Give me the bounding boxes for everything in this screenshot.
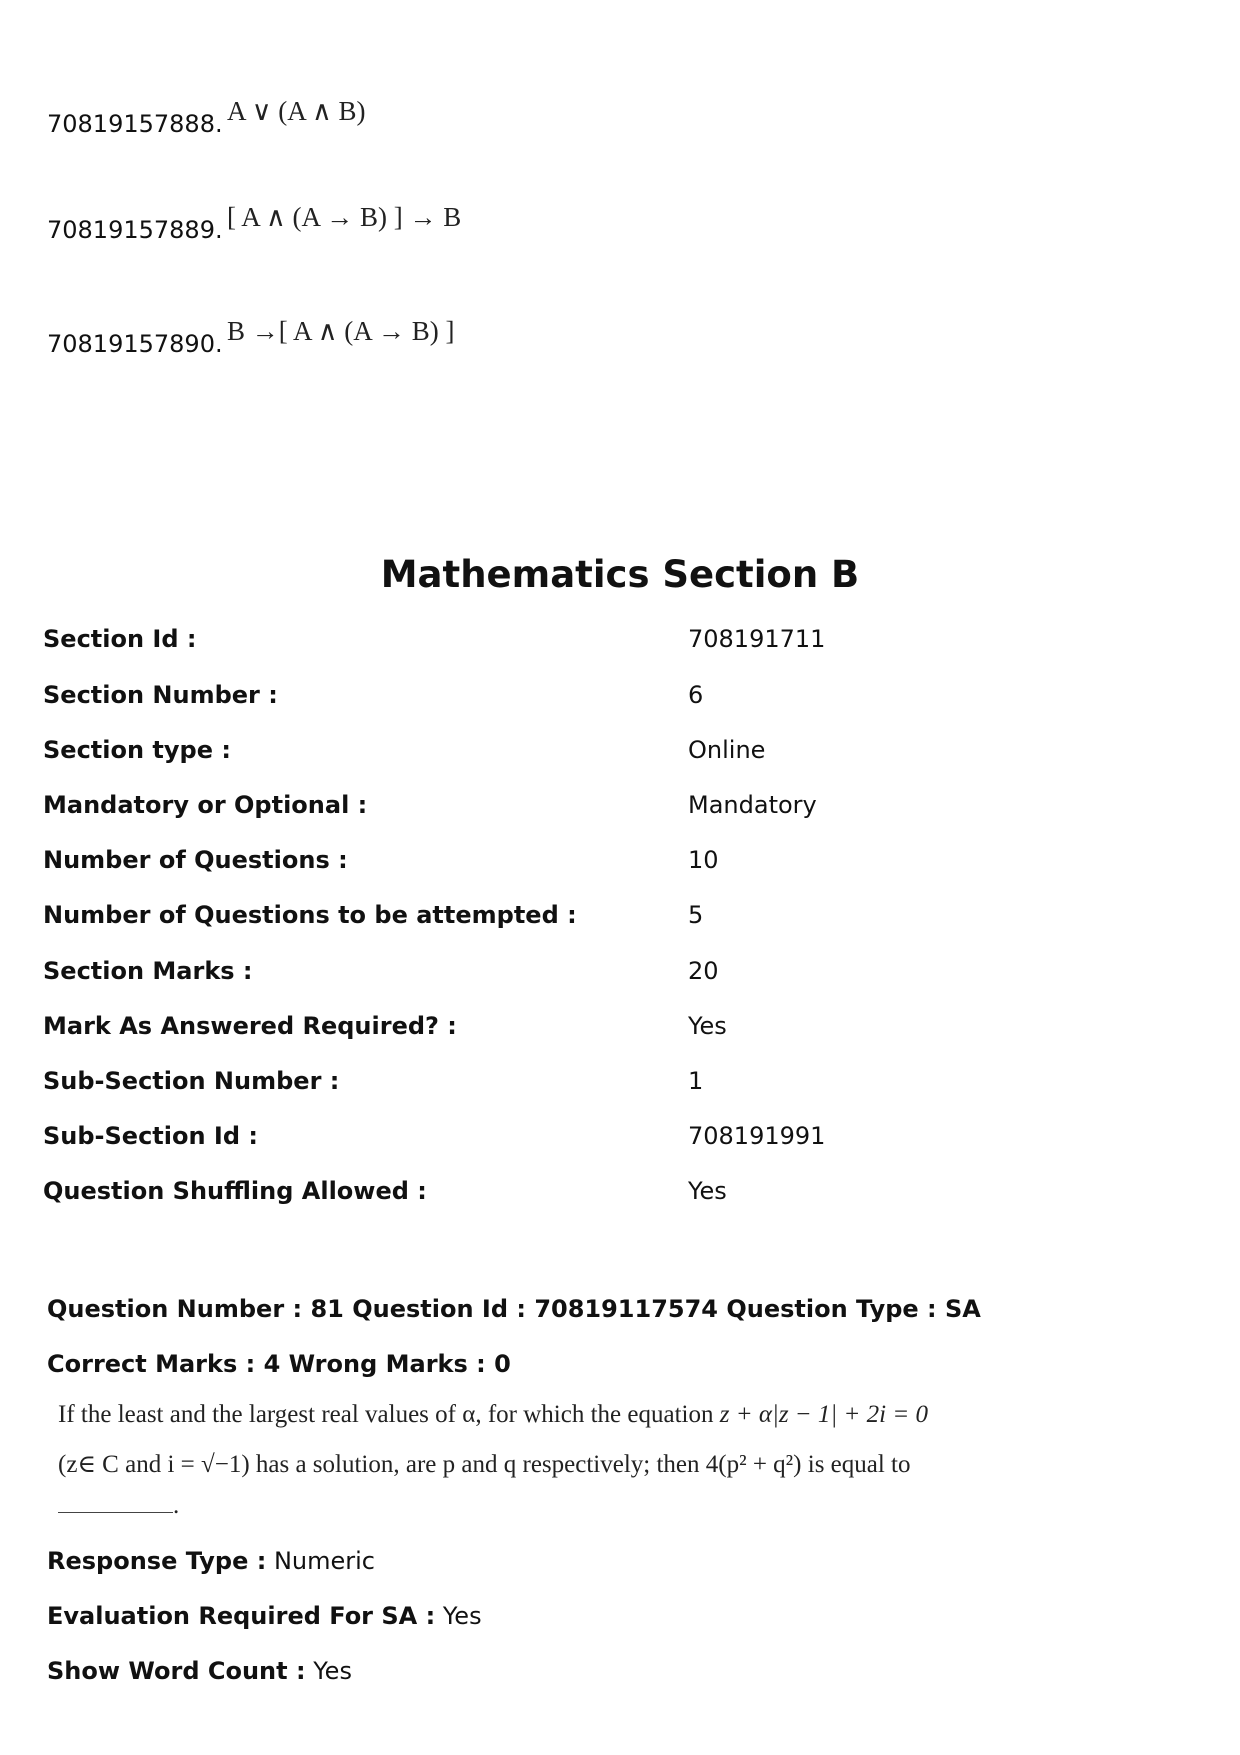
field-value: Yes	[688, 1177, 727, 1205]
field-label: Section Id :	[43, 625, 197, 653]
option-formula: B →[ A ∧ (A → B) ]	[227, 316, 455, 346]
field-label: Sub-Section Number :	[43, 1067, 340, 1095]
section-title: Mathematics Section B	[380, 553, 860, 596]
field-label: Mandatory or Optional :	[43, 791, 368, 819]
question-marks: Correct Marks : 4 Wrong Marks : 0	[47, 1350, 511, 1378]
option-row	[47, 202, 462, 245]
option-row	[47, 96, 366, 139]
field-value: 708191991	[688, 1122, 826, 1150]
field-value: 5	[688, 901, 704, 929]
question-text: (z∈ C and i = √−1) has a solution, are p and q respectively; then 4(p² + q²) is equal to	[58, 1451, 911, 1478]
option-row	[47, 316, 455, 359]
question-text-line	[58, 1492, 958, 1520]
option-formula: A ∨ (A ∧ B)	[227, 96, 366, 126]
field-label: Question Shuffling Allowed :	[43, 1177, 427, 1205]
field-label: Section Marks :	[43, 957, 253, 985]
meta-row	[47, 1547, 375, 1575]
field-label: Section type :	[43, 736, 231, 764]
meta-label: Evaluation Required For SA :	[47, 1602, 436, 1630]
question-text: If the least and the largest real values of α, for which the equation	[58, 1401, 720, 1428]
meta-label: Show Word Count :	[47, 1657, 306, 1685]
section-field-row	[43, 901, 1203, 935]
field-label: Mark As Answered Required? :	[43, 1012, 457, 1040]
option-id: 70819157889.	[47, 216, 223, 244]
section-field-row	[43, 625, 1203, 659]
field-label: Section Number :	[43, 681, 278, 709]
section-field-row	[43, 1067, 1203, 1101]
meta-row	[47, 1602, 482, 1630]
field-value: Online	[688, 736, 766, 764]
section-field-row	[43, 957, 1203, 991]
option-formula: [ A ∧ (A → B) ] → B	[227, 202, 462, 232]
meta-label: Response Type :	[47, 1547, 267, 1575]
question-text-line	[58, 1401, 958, 1429]
section-field-row	[43, 1122, 1203, 1156]
field-label: Sub-Section Id :	[43, 1122, 258, 1150]
field-value: 708191711	[688, 625, 826, 653]
section-field-row	[43, 1012, 1203, 1046]
field-value: 1	[688, 1067, 704, 1095]
meta-value: Yes	[313, 1657, 352, 1685]
field-value: 20	[688, 957, 719, 985]
meta-value: Yes	[442, 1602, 482, 1630]
option-id: 70819157890.	[47, 330, 223, 358]
field-value: Mandatory	[688, 791, 817, 819]
section-field-row	[43, 846, 1203, 880]
field-label: Number of Questions :	[43, 846, 348, 874]
meta-row	[47, 1657, 352, 1685]
field-value: 10	[688, 846, 719, 874]
question-header: Question Number : 81 Question Id : 70819117574 Question Type : SA	[47, 1295, 981, 1323]
section-field-row	[43, 1177, 1203, 1211]
answer-blank	[58, 1498, 173, 1513]
option-id: 70819157888.	[47, 110, 223, 138]
question-text-line	[58, 1449, 958, 1479]
question-equation: z + α|z − 1| + 2i = 0	[719, 1401, 928, 1428]
section-field-row	[43, 736, 1203, 770]
field-label: Number of Questions to be attempted :	[43, 901, 577, 929]
field-value: Yes	[688, 1012, 727, 1040]
meta-value: Numeric	[273, 1547, 375, 1575]
question-text: .	[173, 1492, 180, 1519]
field-value: 6	[688, 681, 704, 709]
section-field-row	[43, 791, 1203, 825]
section-field-row	[43, 681, 1203, 715]
